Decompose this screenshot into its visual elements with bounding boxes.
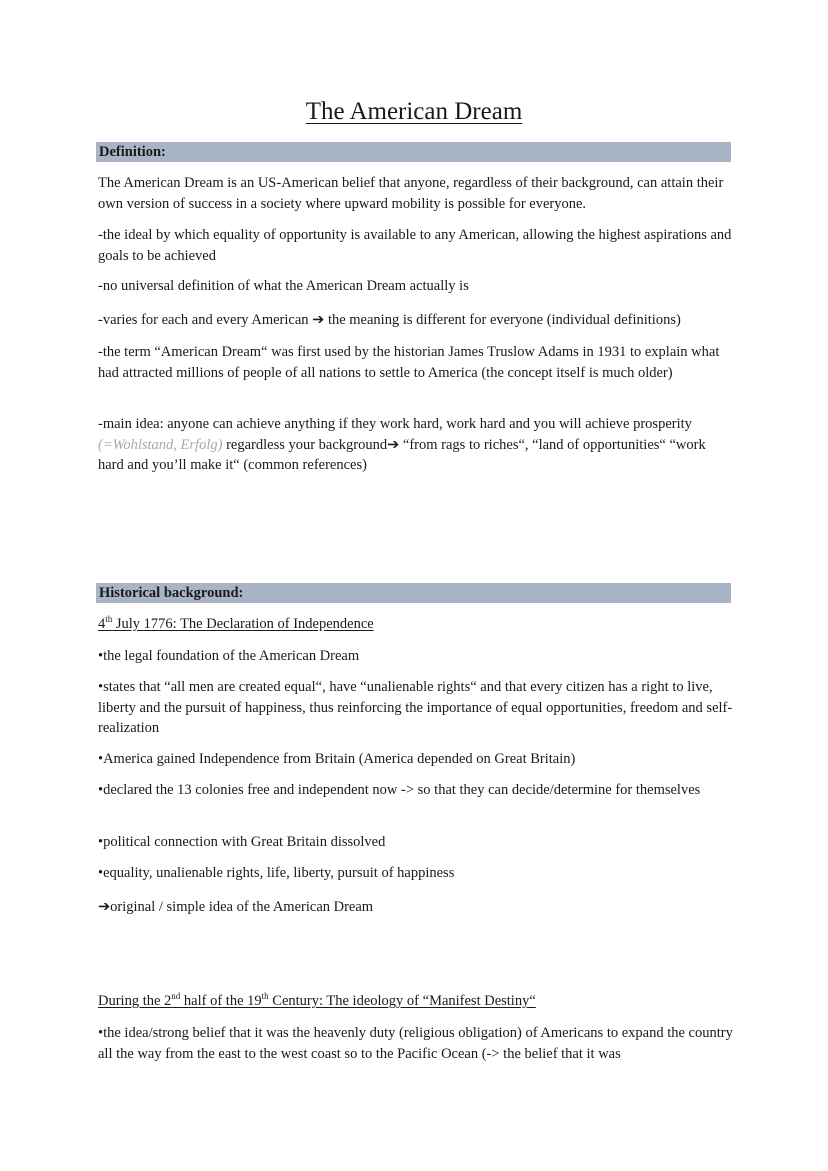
subheading-text-b: half of the 19 [180,993,262,1009]
history-bullet-1: •the legal foundation of the American Dream [98,648,360,664]
definition-paragraph-2: -the ideal by which equality of opportunity is available to any American, allowing the highest aspirations and goals to be achieved [98,227,732,264]
definition-paragraph-5: -the term “American Dream“ was first used by the historian James Truslow Adams in 1931 to explain what had attracted millions of people of all nations to settle to America (the concept itself is much older) [98,344,720,381]
history-bullet-5: •political connection with Great Britain dissolved [98,834,386,850]
history-conclusion: ➔original / simple idea of the American Dream [98,899,374,915]
historical-background-header: Historical background: [96,583,731,603]
german-gloss: (=Wohlstand, Erfolg) [98,436,223,453]
subheading-day: 4 [98,616,106,632]
history-bullet-3: •America gained Independence from Britain (America depended on Great Britain) [98,751,576,767]
page-title: The American Dream [305,98,523,125]
subheading-text-a: During the 2 [98,993,172,1009]
definition-paragraph-1: The American Dream is an US-American belief that anyone, regardless of their background, can attain their own version of success in a society where upward mobility is possible for everyone. [98,175,724,212]
definition-header: Definition: [96,142,731,162]
declaration-subheading [98,614,734,635]
definition-paragraph-3: -no universal definition of what the American Dream actually is [98,278,469,294]
history-bullet-2: •states that “all men are created equal“, have “unalienable rights“ and that every citizen has a right to live, liberty and the pursuit of happiness, thus reinforcing the importance of equal opportunities, freedom and self-realization [98,679,733,736]
subheading-text: July 1776: The Declaration of Independence [112,616,374,632]
history-bullet-6: •equality, unalienable rights, life, liberty, pursuit of happiness [98,865,455,881]
main-idea-text-continued: regardless your background➔ “from rags to riches“, “land of opportunities“ “work hard and you’ll make it“ (common references) [98,436,706,473]
main-idea-text: -main idea: anyone can achieve anything if they work hard, work hard and you will achieve prosperity [98,416,692,432]
history-bullet-4: •declared the 13 colonies free and independent now -> so that they can decide/determine for themselves [98,782,701,798]
manifest-destiny-subheading [98,991,734,1012]
definition-paragraph-6 [98,414,734,476]
subheading-text-c: Century: The ideology of “Manifest Destiny“ [268,993,536,1009]
subheading-ordinal-th: th [261,991,269,1002]
subheading-ordinal: th [105,614,113,625]
subheading-ordinal-nd: nd [171,991,181,1002]
history-bullet-8: •the idea/strong belief that it was the heavenly duty (religious obligation) of Americans to expand the country all the way from the east to the west coast so to the Pacific Ocean (-> the belief that it was [98,1025,733,1062]
definition-paragraph-4: -varies for each and every American ➔ the meaning is different for everyone (individual definitions) [98,312,681,328]
